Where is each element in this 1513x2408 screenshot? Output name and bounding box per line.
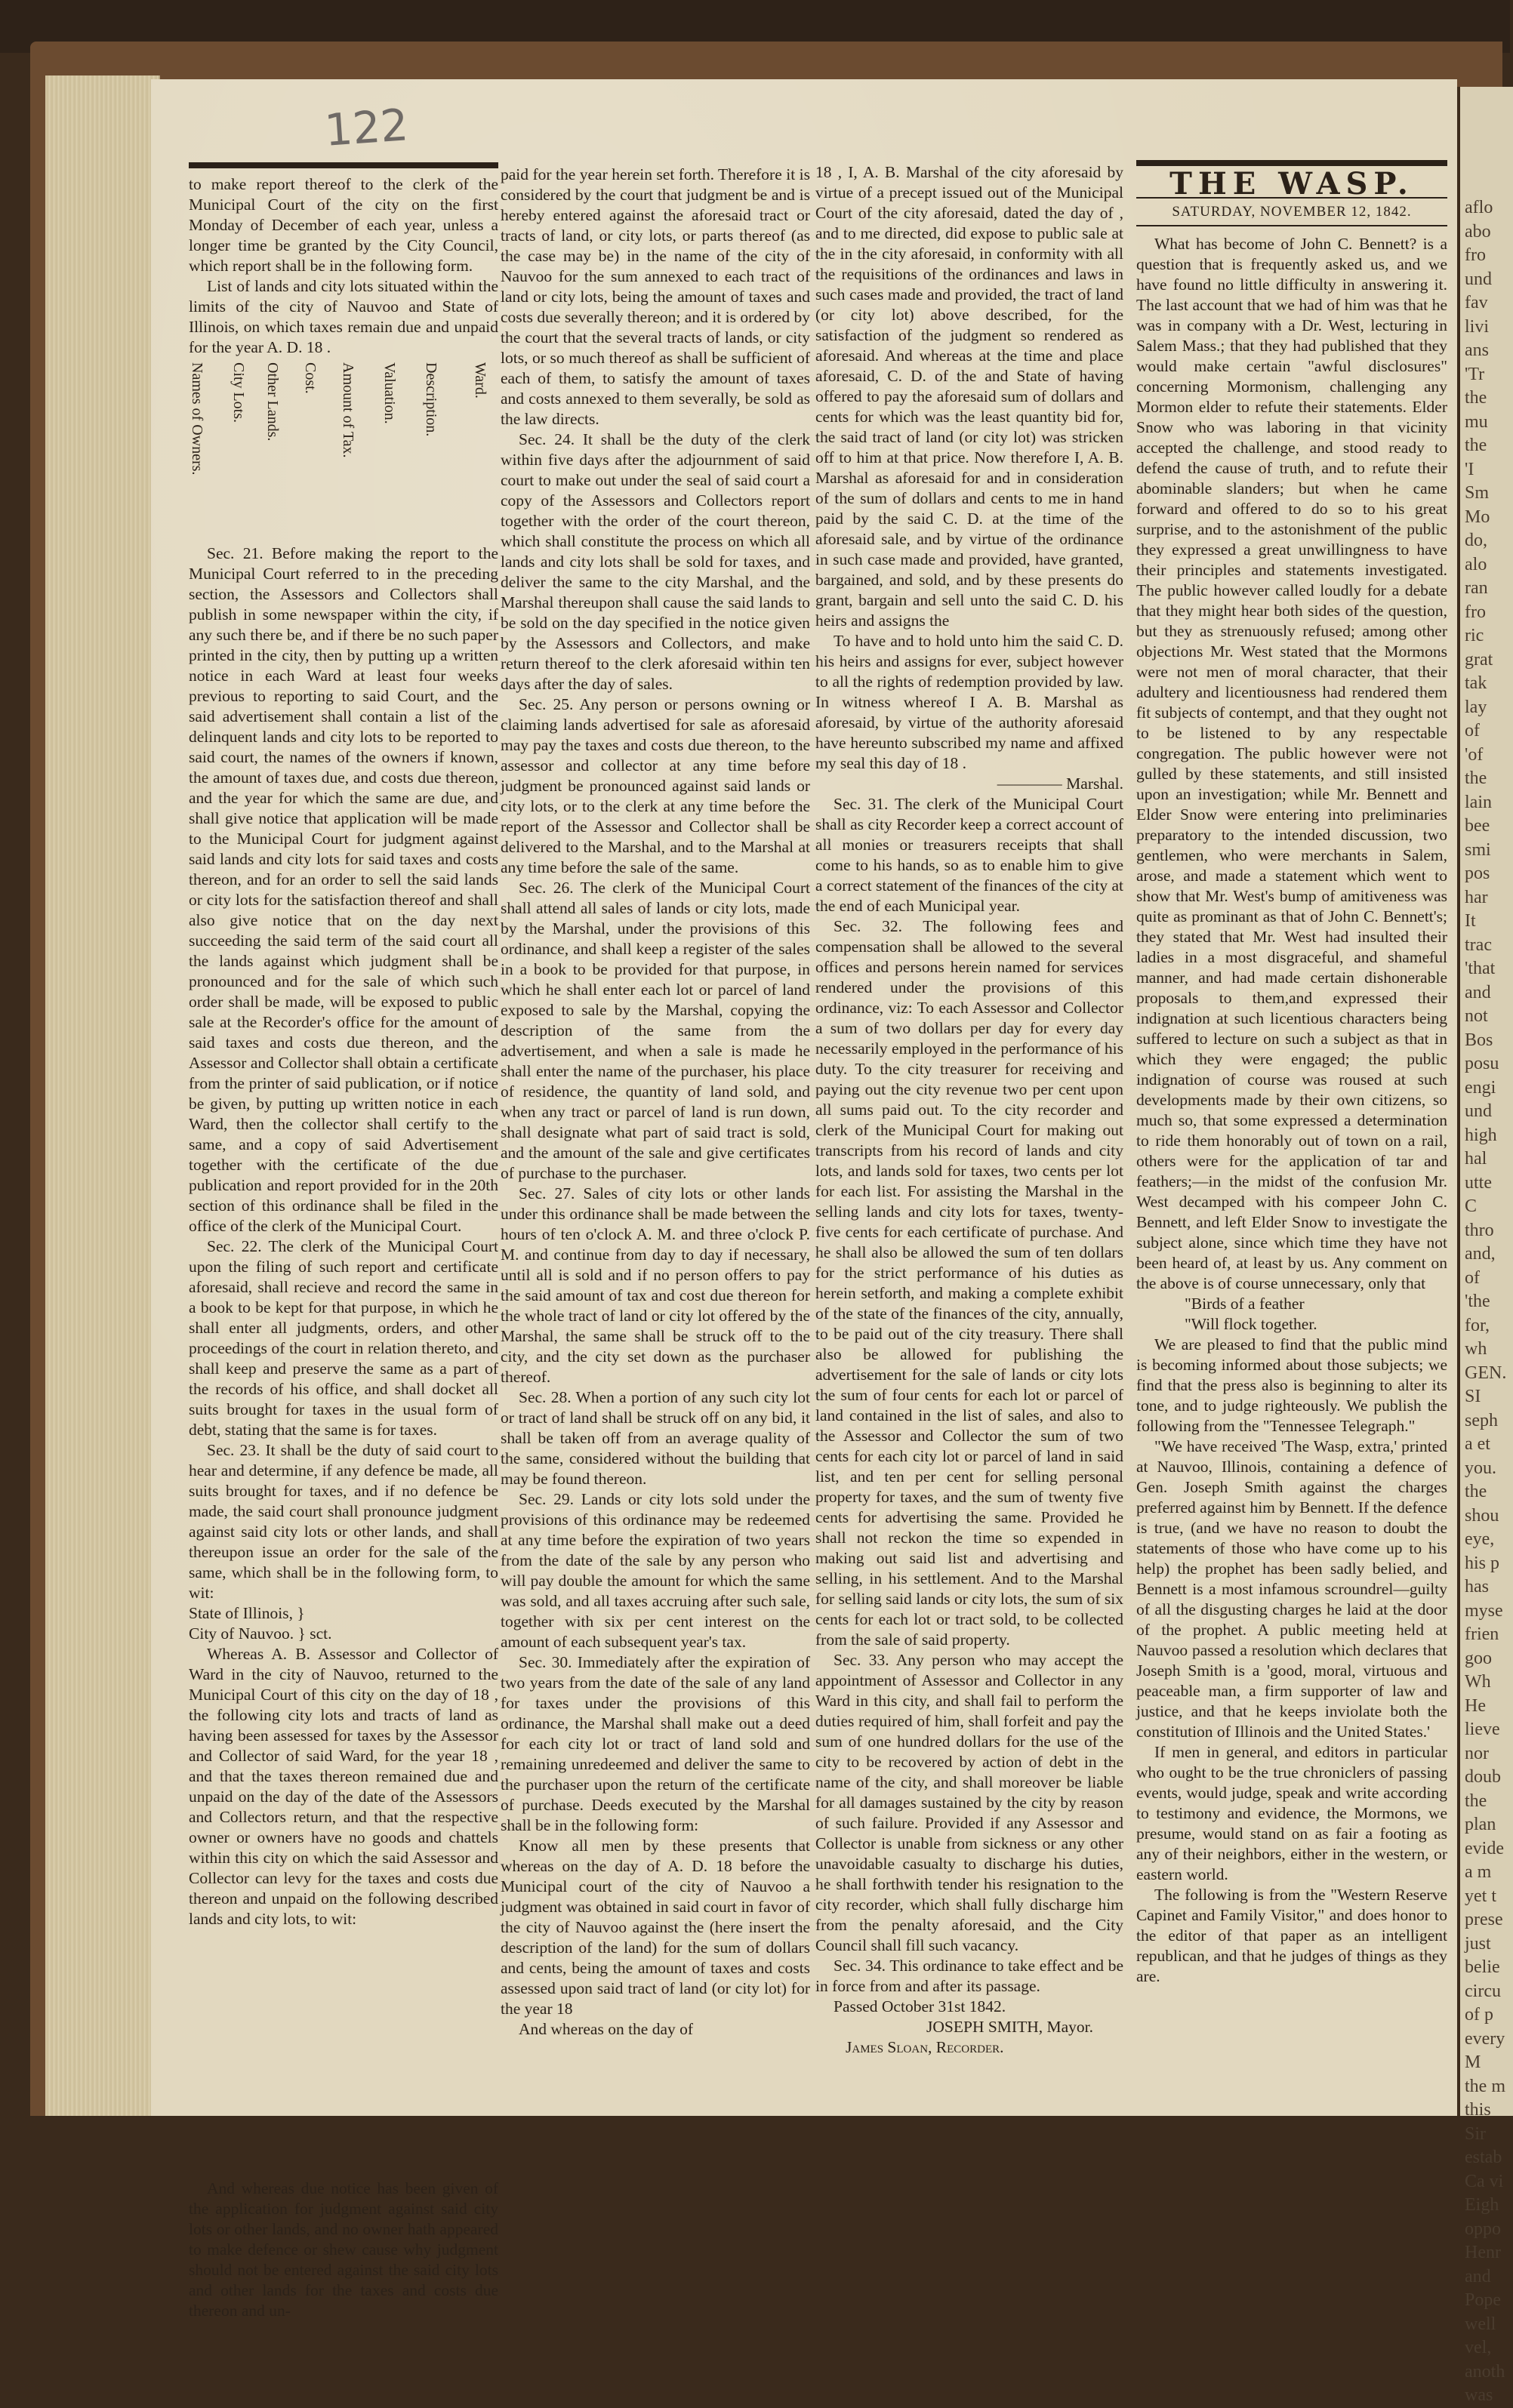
section-26: Sec. 26. The clerk of the Municipal Court shall attend all sales of lands or city lots, made by the Marshal, under the provisions of this ordinance, and shall keep a register of the sales in a book to be provided for that purpose, in which he shall enter each lot or parcel of land exposed to sale by the Marshal, copying the description of the same from the advertisement, and when a sale is made he shall enter the name of the purchaser, his place of residence, the quantity of land sold, and when any tract or parcel of land is run down, shall designate what part of said tract is sold, and the amount of the sale and give certificates of purchase to the purchaser. [501,879,810,1182]
next-page-edge [1457,87,1513,2405]
and-whereas-paragraph: And whereas due notice has been given of the application for judgment against said city lots or other lands, and no owner hath appeared to make defence or shew cause why judgment should not be entered against the said city lots and other lands for the taxes and costs due thereon and un- [189,2179,498,2320]
paragraph: List of lands and city lots situated within the limits of the city of Nauvoo and State of Illinois, on which taxes remain due and unpaid for the year A. D. 18 . [189,277,498,356]
next-page-fragment: nor [1465,1743,1489,1763]
dateline: SATURDAY, NOVEMBER 12, 1842. [1136,197,1447,226]
editorial-paragraph: What has become of John C. Bennett? is a question that is frequently asked us, and we have found no little difficulty in answering it. The last account that we had of him was that he was in company with a Dr. West, lecturing in Salem Mass.; that they had published that they would make certain "awful disclosures" concerning Mormonism, challenging any Mormon elder to refute their statements. Elder Snow who was laboring in that vicinity accepted the challenge, and stood ready to defend the cause of truth, and to refute their abominable slanders; but when he came forward and offered to do so to his great surprise, and to the astonishment of the public they expressed a great unwillingness to have their principles and statements investigated. The public however called loudly for a debate that they might hear both sides of the question, but they as strenuously refused; among other objections Mr. West stated that the Mormons were not men of moral character, that their adultery and licentiousness had rendered them fit subjects of contempt, and that they ought not to be listened to by any respectable congregation. The public however were not gulled by these statements, and still insisted upon an investigation; while Mr. Bennett and Elder Snow were entering into preliminaries preparatory to the intended discussion, two gentlemen, who were merchants in Salem, arose, and made a statement which went to show that Mr. West's bump of amitiveness was quite as prominant as that of John C. Bennett's; they stated that Mr. West had insulted their ladies in a most disgraceful, and shameful manner, and had made certain dishonerable proposals to them,and expressed their indignation at such licentious characters being suffered to lecture on such a subject as that in which they were engaged; the public indignation of course was roused at such developments made by their own citizens, so much so, that some expressed a determination to ride them honorably out of town on a rail, others were for the application of tar and feathers;—in the midst of the confusion Mr. West decamped with his compeer John C. Bennett, and left Elder Snow to investigate the subject alone, since which time they have not been heard of, at least by us. Any comment on the above is of course unnecessary, only that [1136,235,1447,1292]
table-header: City Lots. [230,362,247,423]
next-page-fragment: und [1465,269,1492,289]
next-page-fragment: prese [1465,1910,1503,1929]
next-page-fragment: fav [1465,293,1488,313]
column-3 [815,162,1123,2058]
editorial-paragraph: If men in general, and editors in particular who ought to be the true chroniclers of passing events, would judge, speak and write according to testimony and evidence, the Mormons, we presume, would stand on as fair a footing as any of their neighbors, either in the western, or eastern world. [1136,1743,1447,1883]
next-page-fragment: grat [1465,649,1493,670]
next-page-fragment: 'that [1465,959,1496,978]
next-page-fragment: 'of [1465,744,1484,765]
next-page-fragment: ans [1465,340,1489,360]
next-page-fragment: SI [1465,1387,1481,1406]
editorial-paragraph: The following is from the "Western Reserve Capinet and Family Visitor," and does honor to the editor of that paper as an intelligent republican, and that he judges of things as they are. [1136,1886,1447,1985]
section-25: Sec. 25. Any person or persons owning or claiming lands advertised for sale as aforesaid may pay the taxes and costs due thereon, to the assessor and collector at any time before judgment be pronounced against said lands or city lots, or to the clerk at any time before the report of the Assessor and Collector shall be delivered to the Marshal, and to the Marshal at any time before the sale of the same. [501,695,810,876]
next-page-fragment: wh [1465,1339,1487,1359]
next-page-fragment: plan [1465,1815,1496,1834]
next-page-fragment: his p [1465,1553,1500,1573]
next-page-fragment: GEN. [1465,1363,1507,1383]
next-page-fragments [1460,196,1506,2408]
next-page-fragment: and [1465,2266,1491,2286]
next-page-fragment: ric [1465,626,1484,645]
next-page-fragment: of [1465,721,1480,741]
next-page-fragment: aflo [1465,198,1493,217]
table-header: Description. [423,362,439,437]
next-page-fragment: oppo [1465,2219,1501,2239]
next-page-fragment: It [1465,911,1476,931]
column-2 [501,165,810,2040]
next-page-fragment: and [1465,982,1491,1002]
next-page-fragment: anoth [1465,2361,1505,2382]
mayor-signature: JOSEPH SMITH, Mayor. [926,2018,1093,2036]
next-page-fragment: for, [1465,1315,1490,1335]
next-page-fragment: engi [1465,1077,1496,1098]
column-rule [189,162,498,168]
next-page-fragment: yet t [1465,1886,1496,1906]
next-page-fragment: vel, [1465,2338,1492,2357]
next-page-fragment: evide [1465,1838,1504,1858]
quoted-paragraph: "We have received 'The Wasp, extra,' printed at Nauvoo, Illinois, containing a defence of Gen. Joseph Smith against the charges preferred against him by Bennett. If the defence is true, (and we have no reason to doubt the statements of those who have come up to his help) the prophet has been sadly belied, and Bennett is a most infamous scroundrel—guilty of all the disgusting charges he laid at the door of the prophet. A public meeting held at Nauvoo passed a resolution which declares that Joseph Smith is a 'good, moral, virtuous and peaceable man, a firm supporter of law and justice, and that he keeps inviolate both the constitution of Illinois and the United States.' [1136,1437,1447,1741]
section-23: Sec. 23. It shall be the duty of said court to hear and determine, if any defence be made, all suits brought for taxes, and if no defence be made, the said court shall pronounce judgment against said city lots or other lands, and shall thereupon issue an order for the sale of the same, which shall be in the following form, to wit: [189,1441,498,1602]
section-33: Sec. 33. Any person who may accept the appointment of Assessor and Collector in any Ward in this city, and shall fail to perform the duties required of him, shall forfeit and pay the sum of one hundred dollars for the use of the city to be recovered by action of debt in the name of the city, and shall moreover be liable for all damages sustained by the city by reason of such failure. Provided if any Assessor and Collector is unable from sickness or any other unavoidable casualty to discharge his duties, he shall forthwith tender his resignation to the city recorder, which shall fully discharge him from the penalty aforesaid, and the City Council shall fill such vacancy. [815,1651,1123,1954]
next-page-fragment: Eigh [1465,2195,1499,2215]
column-1 [189,162,498,2321]
next-page-fragment: doub [1465,1767,1501,1787]
paragraph: 18 , I, A. B. Marshal of the city aforesaid by virtue of a precept issued out of the Municipal Court of the city aforesaid, dated the day of , and to me directed, did expose to public sale at the in the city aforesaid, in conformity with all the requisitions of the ordinances and laws in such cases made and provided, the tract of land (or city lot) above described, for the satisfaction of the judgment so rendered as aforesaid. And whereas at the time and place aforesaid, C. D. of the and State of having offered to pay the aforesaid sum of dollars and cents for which was the least quantity bid for, the said tract of land (or city lot) was stricken off to him at that price. Now therefore I, A. B. Marshal as aforesaid for and in consideration of the sum of dollars and cents to me in hand paid by the said C. D. at the time of the aforesaid sale, and by virtue of the ordinance in such case made and provided, have granted, bargained, and sold, and by these presents do grant, bargain and sell unto the said C. D. his heirs and assigns the [815,163,1123,630]
column-4 [1136,160,1447,1987]
next-page-fragment: lain [1465,792,1492,812]
editorial-paragraph: We are pleased to find that the public mind is becoming informed about those subjects; we find that the press also is beginning to alter its tone, and to judge righteously. We publish the following from the "Tennessee Telegraph." [1136,1335,1447,1435]
next-page-fragment: lieve [1465,1720,1500,1739]
next-page-fragment: Sir [1465,2123,1487,2144]
next-page-fragment: eye, [1465,1529,1495,1549]
next-page-fragment: 'Tr [1465,364,1485,384]
section-30: Sec. 30. Immediately after the expiration of two years from the date of the sale of any land for taxes under the provisions of this ordinance, the Marshal shall make out a deed for each city lot or tract of land sold and remaining unredeemed and deliver the same to the purchaser upon the return of the certificate of purchase. Deeds executed by the Marshal shall be in the following form: [501,1653,810,1834]
table-header: Cost. [302,362,319,394]
section-31: Sec. 31. The clerk of the Municipal Court shall as city Recorder keep a correct account of all monies or treasurers receipts that shall come to his hands, so as to enable him to give a correct statement of the finances of the city at the end of each Municipal year. [815,795,1123,915]
marshal-signature: ———— Marshal. [997,774,1123,793]
deed-form: Know all men by these presents that whereas on the day of A. D. 18 before the Municipal court of the city of Nauvoo a judgment was obtained in said court in favor of the city of Nauvoo against the (here insert the description of the land) for the sum of dollars and cents, being the amount of taxes and costs assessed upon said tract of land (or city lot) for the year 18 [501,1837,810,2018]
section-32: Sec. 32. The following fees and compensation shall be allowed to the several offices and persons herein named for services rendered under the provisions of this ordinance, viz: To each Assessor and Collector a sum of two dollars per day for every day necessarily employed in the performance of his duty. To the city treasurer for receiving and paying out the city revenue two per cent upon all sums paid out. To the city recorder and clerk of the Municipal Court for making out transcripts from his record of lands and city lots, and lands sold for taxes, two cents per lot for each list. For assisting the Marshal in the selling lands and city lots for taxes, twenty-five cents for each certificate of purchase. And he shall also be allowed the sum of ten dollars for the strict performance of his duties as herein setforth, and making a complete exhibit of the state of the finances of the city, annually, to be paid out of the city treasury. There shall also be allowed for publishing the advertisement for the sale of lands or city lots the sum of four cents for each lot or parcel of land contained in the list of sales, and also to the Assessor and Collector the sum of two cents for each city lot or parcel of land in said list, and ten per cent for selling personal property for taxes, and the sum of twenty five cents for advertising the same. Provided he shall not reckon the time so expended in making out said list and advertising and selling, in his settlement. And to the Marshal for selling said lands or city lots, the sum of six cents for each lot or tract sold, to be collected from the sale of said property. [815,917,1123,1649]
table-header: Other Lands. [264,362,281,442]
next-page-fragment: do, [1465,531,1487,550]
next-page-fragment: goo [1465,1648,1492,1668]
next-page-fragment: Henr [1465,2243,1501,2262]
verse-line: "Will flock together. [1185,1315,1317,1333]
masthead: THE WASP. [1169,166,1414,202]
next-page-fragment: well [1465,2314,1496,2334]
handwritten-page-number: 122 [322,99,410,156]
table-header: Amount of Tax. [340,362,356,458]
table-header: Valuation. [381,362,398,424]
next-page-fragment: circu [1465,1981,1501,2001]
next-page-fragment: was [1465,2385,1493,2405]
blank-list-space [189,1929,498,2179]
next-page-fragment: bee [1465,816,1490,836]
next-page-fragment: mu [1465,411,1488,432]
verse-line: "Birds of a feather [1185,1295,1305,1313]
next-page-fragment: myse [1465,1600,1503,1621]
next-page-fragment: of [1465,1267,1480,1288]
next-page-fragment: smi [1465,839,1491,860]
next-page-fragment: a et [1465,1434,1490,1454]
next-page-fragment: livi [1465,316,1490,337]
next-page-fragment: has [1465,1577,1489,1597]
next-page-fragment: trac [1465,935,1492,955]
whereas-paragraph: Whereas A. B. Assessor and Collector of Ward in the city of Nauvoo, returned to the Municipal Court of this city on the day of 18 , the following city lots and tracts of land as having been assessed for taxes by the Assessor and Collector of said Ward, for the year 18 , and that the taxes thereon remained due and unpaid on the day of the date of the Assessors and Collectors return, and that the respective owner or owners have no goods and chattels within this city on which the said Assessor and Collector can levy for the taxes and costs due thereon and unpaid on the following described lands and city lots, to wit: [189,1645,498,1928]
table-header: Names of Owners. [189,362,205,476]
next-page-fragment: M [1465,2052,1481,2072]
paragraph: paid for the year herein set forth. Therefore it is considered by the court that judgment be and is hereby entered against the aforesaid tract or tracts of land, or city lots, or parts thereof (as the case may be) in the name of the city of Nauvoo for the sum annexed to each tract of land or city lots, being the amount of taxes and costs due severally thereon; and it is ordered by the court that the several tracts of lands, or city lots, or so much thereof as shall be sufficient of each of them, to satisfy the amount of taxes and costs annexed to them severally, be sold as the law directs. [501,165,810,428]
next-page-fragment: har [1465,887,1488,907]
next-page-fragment: Mo [1465,507,1490,527]
next-page-fragment: ran [1465,578,1488,598]
next-page-fragment: the [1465,436,1487,455]
next-page-fragment: just [1465,1933,1491,1954]
next-page-fragment: 'I [1465,459,1474,479]
section-28: Sec. 28. When a portion of any such city lot or tract of land shall be struck off on any bid, it shall be taken off from an average quality of the same, considered without the building that may be found thereon. [501,1388,810,1488]
next-page-fragment: every [1465,2028,1505,2049]
next-page-fragment: not [1465,1006,1488,1026]
table-header: Ward. [472,362,488,399]
section-24: Sec. 24. It shall be the duty of the clerk within five days after the adjournment of said court to make out under the seal of said court a copy of the Assessors and Collectors report together with the order of the court thereon, which shall constitute the process on which all lands and city lots shall be sold for taxes, and deliver the same to the city Marshal, and the Marshal thereupon shall cause the said lands to be sold on the day specified in the notice given by the Assessors and Collectors, and make return thereof to the clerk aforesaid within ten days after the day of sales. [501,430,810,693]
next-page-fragment: Ca vi [1465,2171,1504,2191]
next-page-fragment: Pope [1465,2290,1501,2310]
next-page-fragment: He [1465,1695,1486,1716]
column-rule [1136,160,1447,166]
next-page-fragment: of p [1465,2005,1493,2025]
next-page-fragment: fro [1465,245,1486,265]
next-page-fragment: abo [1465,221,1491,242]
next-page-fragment: belie [1465,1957,1500,1977]
next-page-fragment: the [1465,1791,1487,1811]
next-page-fragment: the m [1465,2076,1505,2096]
next-page-fragment: und [1465,1101,1492,1121]
next-page-fragment: tak [1465,673,1487,693]
next-page-fragment: thro [1465,1220,1494,1240]
next-page-fragment: seph [1465,1410,1498,1430]
section-22: Sec. 22. The clerk of the Municipal Court upon the filing of such report and certificate aforesaid, shall recieve and record the same in a book to be kept for that purpose, in which he shall enter all judgments, orders, and other proceedings of the court in relation thereto, and shall keep and preserve the same as a part of the records of his office, and shall docket all suits brought for taxes in the usual form of debt, stating that the same is for taxes. [189,1237,498,1439]
next-page-fragment: Sm [1465,483,1490,503]
section-29: Sec. 29. Lands or city lots sold under the provisions of this ordinance may be redeemed at any time before the expiration of two years from the date of the sale by any person who will pay double the amount for which the same was sold, and all taxes accruing after such sale, together with six per cent interest on the amount of each subsequent year's tax. [501,1490,810,1651]
next-page-fragment: the [1465,768,1487,788]
next-page-fragment: frien [1465,1624,1499,1644]
next-page-fragment: hal [1465,1149,1487,1169]
next-page-fragment: a m [1465,1862,1492,1882]
next-page-fragment: the [1465,388,1487,408]
next-page-fragment: this [1465,2100,1491,2120]
next-page-fragment: utte [1465,1172,1492,1193]
state-line: State of Illinois, } [189,1604,305,1622]
next-page-fragment: lay [1465,697,1487,717]
next-page-fragment: 'the [1465,1292,1490,1311]
recorder-signature: James Sloan, Recorder. [846,2038,1004,2056]
next-page-fragment: posu [1465,1054,1499,1073]
passed-date: Passed October 31st 1842. [834,1997,1006,2015]
page-edges [45,75,160,2116]
next-page-fragment: Bos [1465,1030,1493,1050]
paragraph: And whereas on the day of [519,2020,694,2038]
next-page-fragment: and, [1465,1244,1496,1264]
next-page-fragment: estab [1465,2148,1502,2167]
city-line: City of Nauvoo. } sct. [189,1624,332,1643]
next-page-fragment: shou [1465,1505,1499,1526]
section-27: Sec. 27. Sales of city lots or other lands under this ordinance shall be made between the hours of ten o'clock A. M. and three o'clock P. M. and continue from day to day if necessary, until all is sold and if no person offers to pay the said amount of tax and cost due thereon for the whole tract of land or city lot offered by the Marshal, the same shall be struck off to the city, and the city set down as the purchaser thereof. [501,1184,810,1386]
next-page-fragment: you. [1465,1458,1496,1478]
next-page-fragment: high [1465,1125,1497,1145]
paragraph: To have and to hold unto him the said C. D. his heirs and assigns for ever, subject however to all the rights of redemption provided by law. In witness whereof I A. B. Marshal as aforesaid, by virtue of the authority aforesaid have hereunto subscribed my name and affixed my seal this day of 18 . [815,632,1123,772]
section-21: Sec. 21. Before making the report to the Municipal Court referred to in the preceding section, the Assessors and Collectors shall publish in some newspaper within the city, if any such there be, and if there be no such paper printed in the city, then by putting up a written notice in each Ward at least four weeks previous to reporting to said Court, and the said advertisement shall contain a list of the delinquent lands and city lots to be reported to said court, the names of the owners if known, the amount of taxes due, and costs due thereon, and the year for which the same are due, and shall give notice that application will be made to the Municipal Court for judgment against said lands and city lots for said taxes and costs thereon, and for an order to sell the said lands or city lots for the satisfaction thereof and shall also give notice that on the day next succeeding the said term of the said court all the lands against which judgment shall be pronounced and for the sale of which such order shall be made, will be exposed to public sale at the Recorder's office for the amount of said taxes and costs due thereon, and the Assessor and Collector shall obtain a certificate from the printer of said publication, or if notice be given, by putting up written notice in each Ward, then the collector shall certify to the same, and a copy of said Advertisement together with the certificate of the due publication and report provided for in the 20th section of this ordinance shall be filed in the office of the clerk of the Municipal Court. [189,544,498,1235]
section-34: Sec. 34. This ordinance to take effect and be in force from and after its passage. [815,1957,1123,1995]
paragraph: to make report thereof to the clerk of the Municipal Court of the city on the first Monday of December of each year, unless a longer time be granted by the City Council, which report shall be in the following form. [189,175,498,275]
next-page-fragment: alo [1465,554,1487,574]
next-page-fragment: pos [1465,864,1490,883]
next-page-fragment: C [1465,1196,1478,1216]
tax-list-table-headers [189,362,498,536]
next-page-fragment: fro [1465,602,1486,622]
next-page-fragment: the [1465,1482,1487,1501]
next-page-fragment: Wh [1465,1672,1491,1692]
